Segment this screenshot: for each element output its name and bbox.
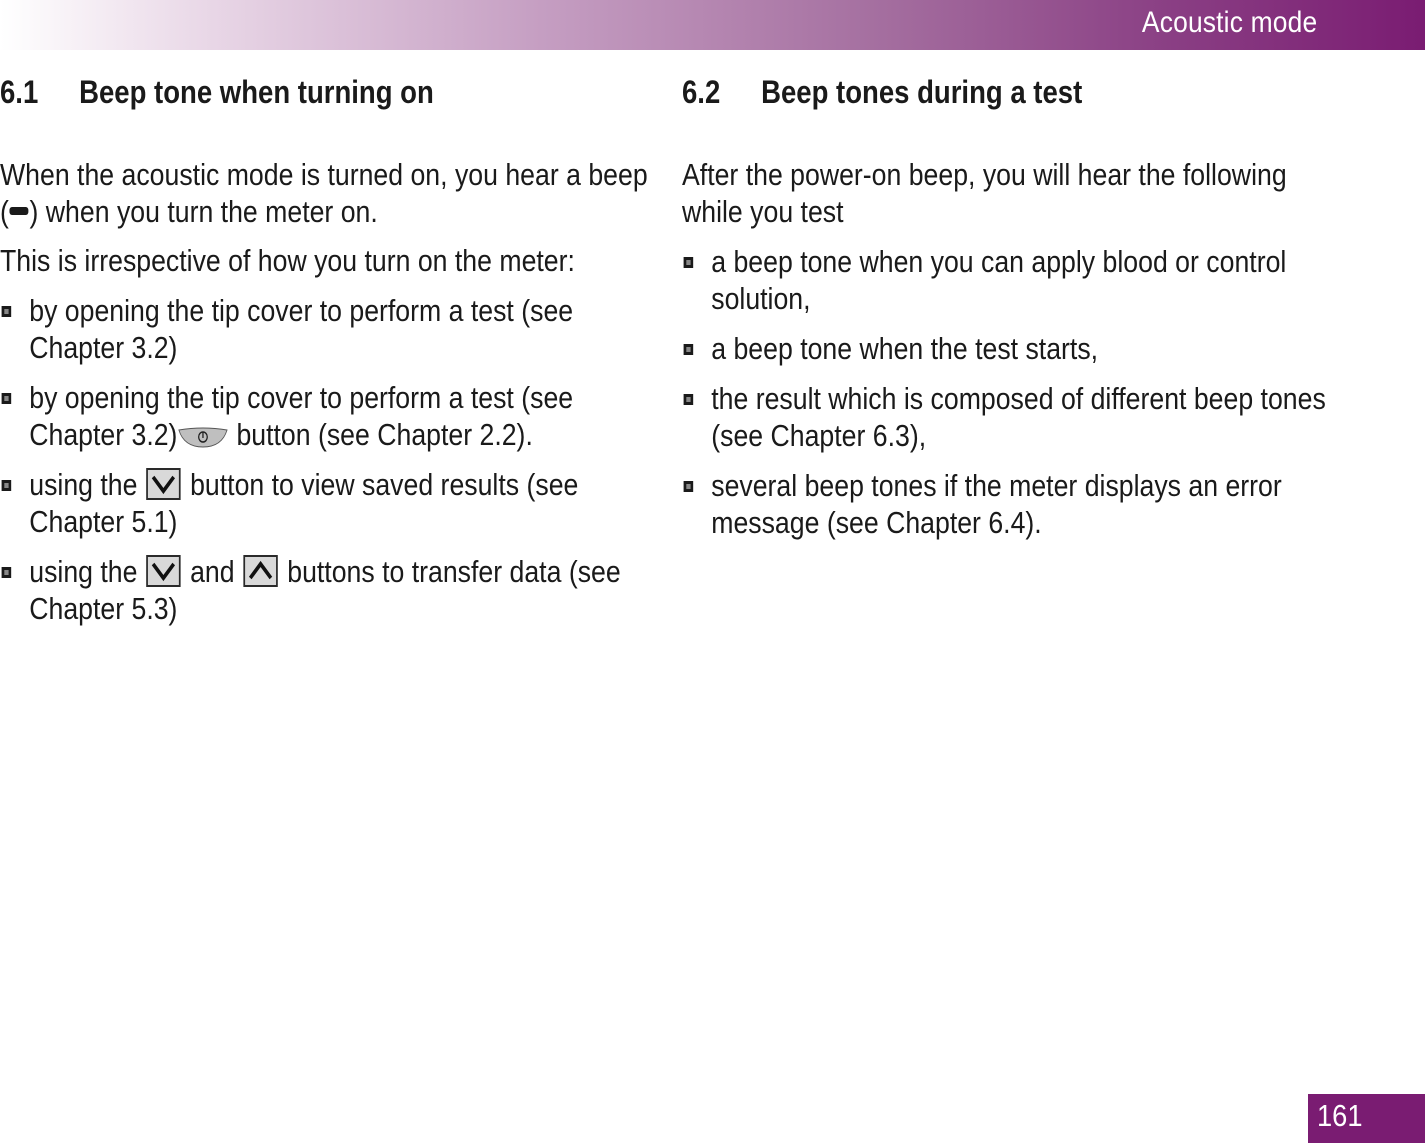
section-title: Beep tone when turning on — [79, 74, 434, 110]
section-number: 6.2 — [682, 74, 721, 110]
text-fragment: buttons to transfer data (see — [279, 554, 621, 589]
paragraph — [0, 242, 575, 279]
text-line: message (see Chapter 6.4). — [711, 505, 1042, 540]
section-6-2-content — [682, 70, 1326, 541]
list-item — [0, 553, 621, 627]
list-item — [0, 379, 574, 453]
section-number: 6.1 — [0, 74, 39, 110]
page-number-box — [1308, 1094, 1425, 1143]
text-line: When the acoustic mode is turned on, you hear a beep — [0, 157, 648, 192]
bullet-list — [0, 292, 621, 627]
bullet-icon — [2, 306, 11, 317]
bullet-icon — [2, 393, 11, 404]
section-title: Beep tones during a test — [761, 74, 1083, 110]
text-line: by opening the tip cover to perform a test (see — [29, 380, 574, 415]
list-item — [682, 467, 1282, 541]
down-arrow-button-icon — [147, 468, 181, 500]
text-line: solution, — [711, 281, 811, 316]
text-line: Chapter 5.1) — [29, 504, 178, 539]
page-number: 161 — [1317, 1098, 1363, 1133]
text-fragment: and — [182, 554, 242, 589]
text-fragment: button (see Chapter 2.2). — [229, 417, 533, 452]
text-line: while you test — [682, 194, 844, 229]
text-fragment: button to view saved results (see — [182, 467, 579, 502]
bullet-icon — [2, 480, 11, 491]
text-fragment: ) when you turn the meter on. — [29, 194, 378, 229]
power-button-icon — [177, 420, 229, 442]
long-beep-icon — [10, 207, 29, 215]
up-arrow-button-icon — [244, 555, 278, 587]
text-fragment: using the — [29, 467, 145, 502]
text-line: Chapter 3.2) — [29, 330, 178, 365]
bullet-icon — [684, 394, 693, 405]
bullet-list — [682, 243, 1326, 541]
bullet-icon — [684, 344, 693, 355]
list-item — [682, 380, 1326, 454]
text-line: This is irrespective of how you turn on the meter: — [0, 243, 575, 278]
text-line: a beep tone when you can apply blood or control — [711, 244, 1287, 279]
bullet-icon — [684, 257, 693, 268]
list-item — [682, 330, 1250, 367]
down-arrow-button-icon — [147, 555, 181, 587]
section-heading — [682, 70, 1250, 114]
text-fragment: ( — [0, 194, 9, 229]
list-item — [0, 466, 579, 540]
paragraph — [0, 156, 648, 230]
text-line: Chapter 5.3) — [29, 591, 178, 626]
text-line: After the power-on beep, you will hear the following — [682, 157, 1287, 192]
bullet-icon — [684, 481, 693, 492]
section-heading — [0, 70, 559, 114]
text-fragment: using the — [29, 554, 145, 589]
bullet-icon — [2, 567, 11, 578]
text-line: several beep tones if the meter displays an error — [711, 468, 1282, 503]
text-line: by opening the tip cover to perform a test (see — [29, 293, 574, 328]
section-6-2 — [682, 70, 1342, 541]
list-item — [682, 243, 1287, 317]
section-6-1-content — [0, 70, 648, 627]
list-item — [0, 292, 574, 366]
text-line: a beep tone when the test starts, — [711, 331, 1099, 366]
text-line: (see Chapter 6.3), — [711, 418, 927, 453]
chapter-title: Acoustic mode — [1141, 6, 1317, 39]
paragraph — [682, 156, 1287, 230]
text-fragment: Chapter 3.2) — [29, 417, 178, 452]
text-line: the result which is composed of different beep tones — [711, 381, 1326, 416]
section-6-1 — [0, 70, 650, 627]
